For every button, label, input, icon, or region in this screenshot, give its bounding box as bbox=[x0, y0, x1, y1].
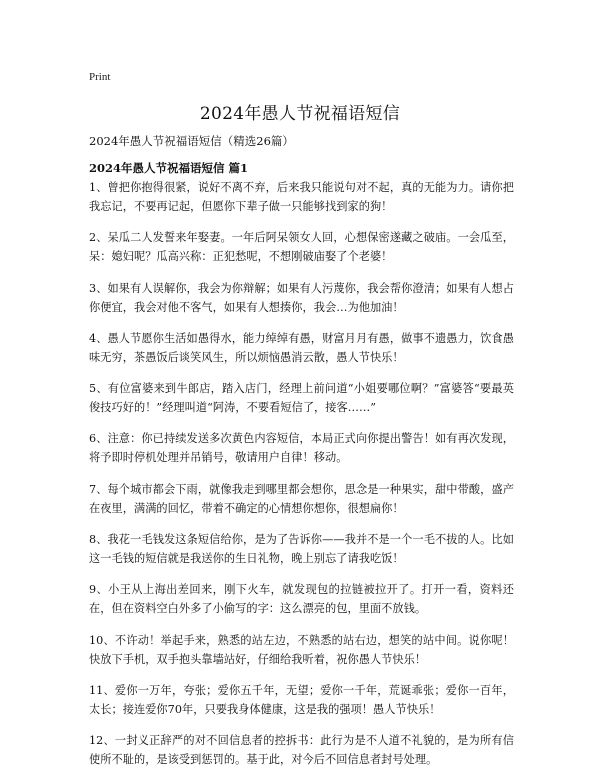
paragraph-2: 2、呆瓜二人发誓来年娶妻。一年后阿呆领女人回，心想保密遂藏之破庙。一会瓜至，呆：媳妇呢？瓜高兴称：正犯愁呢，不想刚破庙娶了个老婆！ bbox=[89, 231, 514, 264]
paragraph-4: 4、愚人节愿你生活如愚得水，能力绰绰有愚，财富月月有愚，做事不遗愚力，饮食愚味无穷，茶愚饭后谈笑风生，所以烦恼愚消云散，愚人节快乐！ bbox=[89, 331, 514, 364]
paragraph-1: 1、曾把你抱得很紧，说好不离不弃，后来我只能说句对不起，真的无能为力。请你把我忘记，不要再记起，但愿你下辈子做一只能够找到家的狗！ bbox=[89, 181, 514, 213]
section-heading: 2024年愚人节祝福语短信 篇1 bbox=[89, 161, 249, 175]
paragraph-6: 6、注意：你已持续发送多次黄色内容短信，本局正式向你提出警告！如有再次发现，将予即时停机处理并吊销号，敬请用户自律！移动。 bbox=[89, 432, 514, 465]
paragraph-12: 12、一封义正辞严的对不回信息者的控拆书：此行为是不人道不礼貌的，是为所有信使所不耻的，是该受到惩罚的。基于此，对今后不回信息者封号处理。 bbox=[89, 734, 514, 767]
page-title: 2024年愚人节祝福语短信 bbox=[199, 104, 401, 124]
article-body bbox=[89, 178, 514, 782]
document-subtitle: 2024年愚人节祝福语短信（精选26篇） bbox=[89, 134, 294, 148]
paragraph-7: 7、每个城市都会下雨，就像我走到哪里都会想你，思念是一种果实，甜中带酸，盛产在夜里，满满的回忆，带着不确定的心情想你想你，很想扁你！ bbox=[89, 482, 514, 515]
paragraph-10: 10、不许动！举起手来，熟悉的站左边，不熟悉的站右边，想笑的站中间。说你呢！快放下手机，双手抱头靠墙站好，仔细给我听着，祝你愚人节快乐！ bbox=[89, 633, 514, 666]
paragraph-9: 9、小王从上海出差回来，刚下火车，就发现包的拉链被拉开了。打开一看，资料还在，但在资料空白外多了小偷写的字：这么漂亮的包，里面不放钱。 bbox=[89, 583, 514, 616]
paragraph-5: 5、有位富婆来到牛郎店，踏入店门，经理上前问道“小姐要哪位啊？”富婆答“要最英俊技巧好的！”经理叫道“阿涛，不要看短信了，接客……” bbox=[89, 382, 514, 415]
print-link[interactable]: Print bbox=[89, 71, 111, 83]
paragraph-11: 11、爱你一万年，夸张；爱你五千年，无望；爱你一千年，荒诞乖张；爱你一百年，太长；接连爱你70年，只要我身体健康，这是我的强项！愚人节快乐！ bbox=[89, 683, 514, 716]
paragraph-8: 8、我花一毛钱发这条短信给你，是为了告诉你——我并不是一个一毛不拔的人。比如这一毛钱的短信就是我送你的生日礼物，晚上别忘了请我吃饭！ bbox=[89, 533, 514, 566]
paragraph-3: 3、如果有人误解你，我会为你辩解；如果有人污蔑你，我会帮你澄清；如果有人想占你便宜，我会对他不客气，如果有人想揍你，我会…为他加油！ bbox=[89, 281, 514, 314]
